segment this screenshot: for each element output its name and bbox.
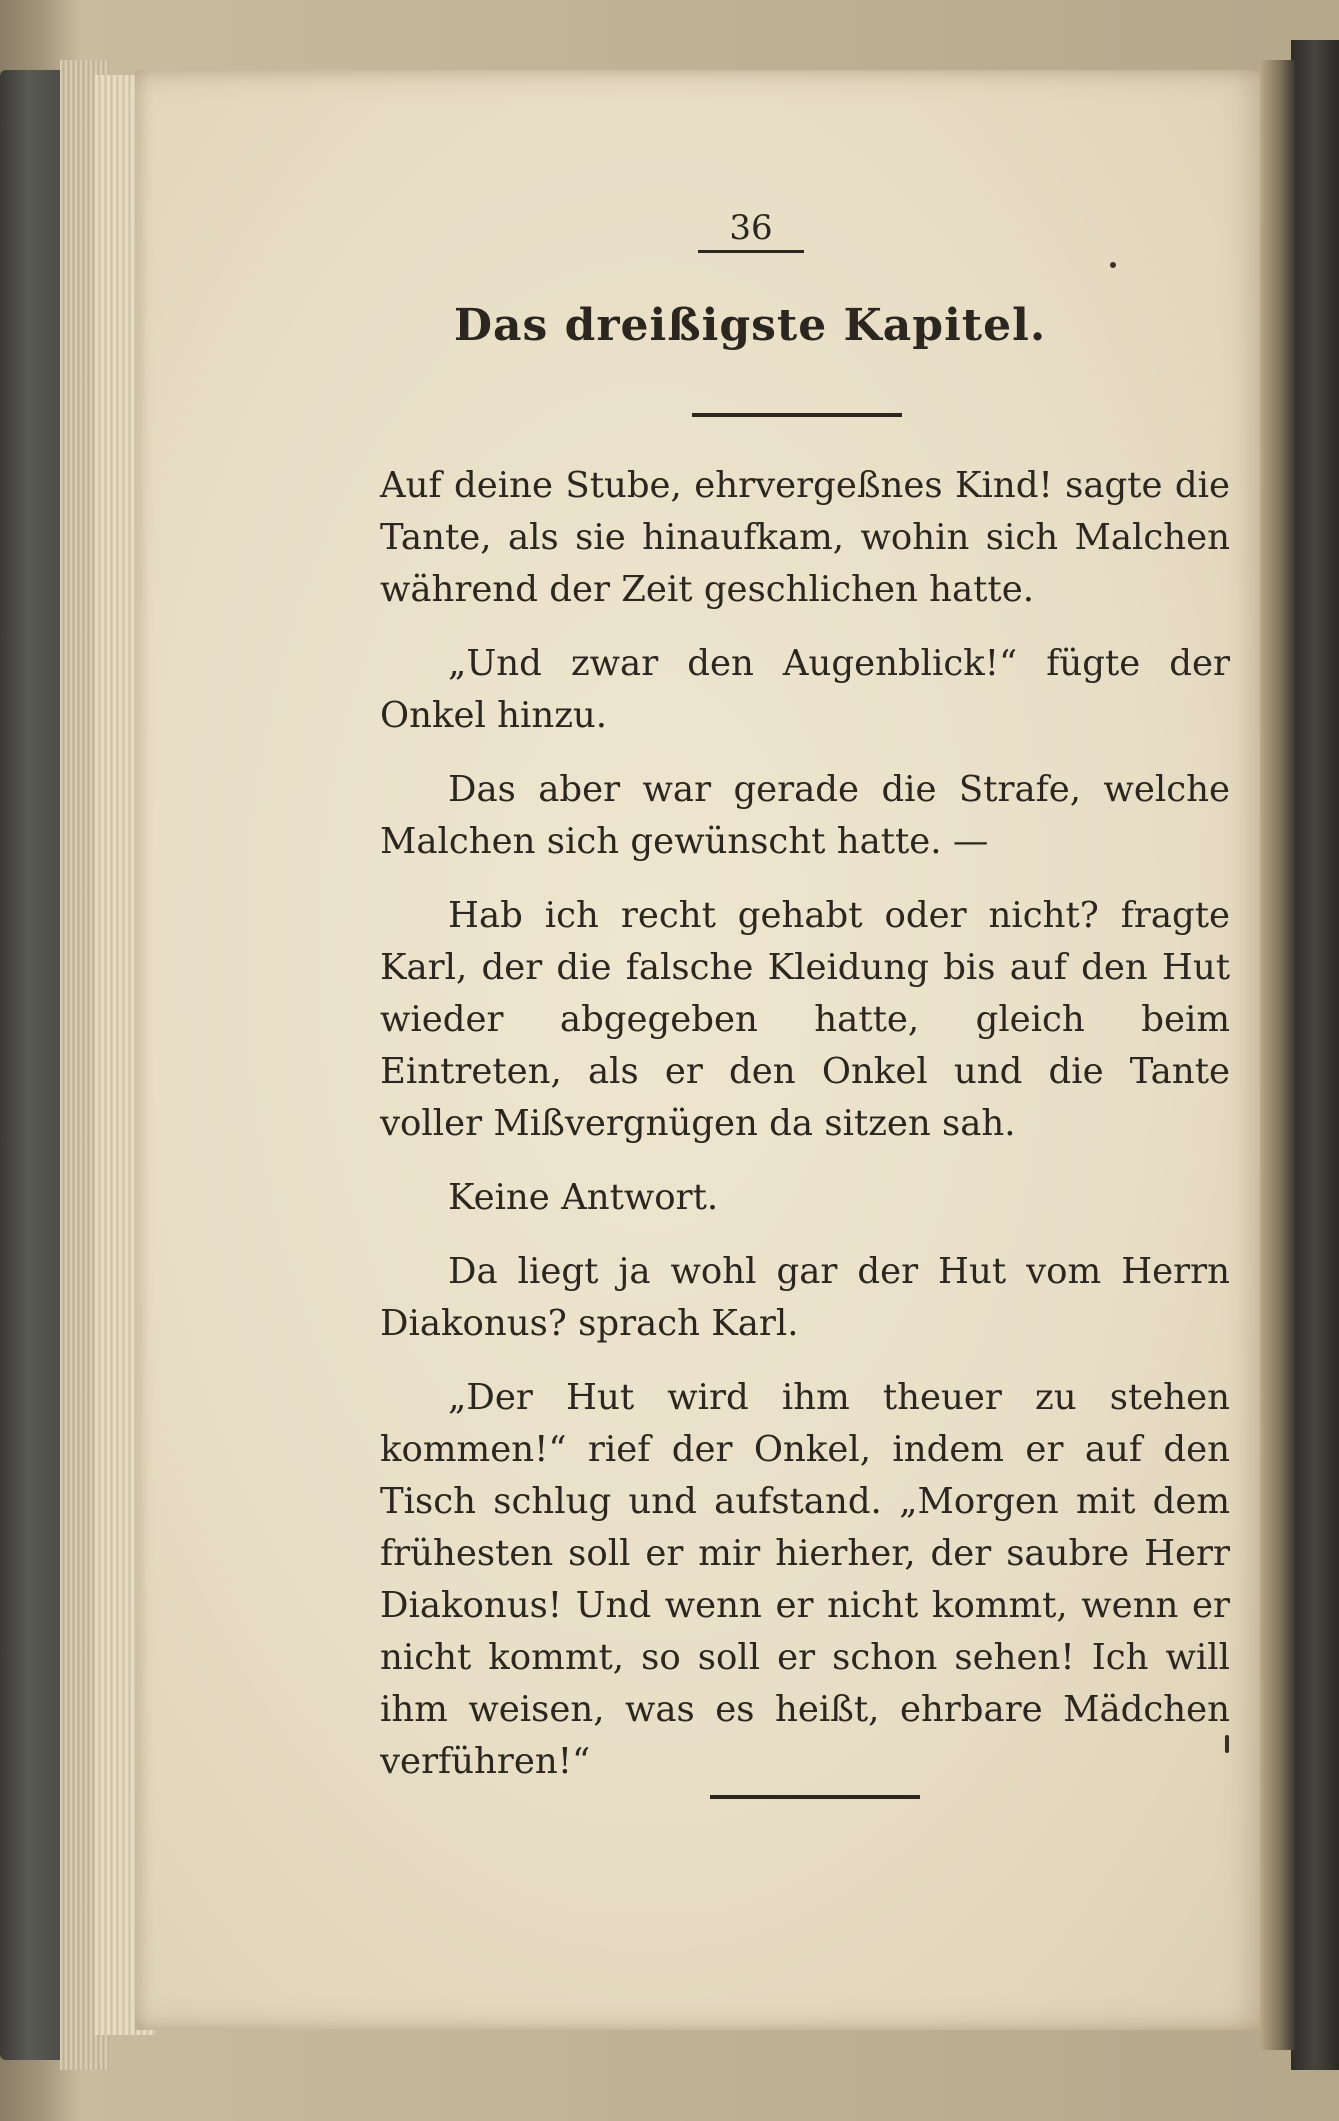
end-rule bbox=[710, 1795, 920, 1799]
paragraph-1: Auf deine Stube, ehrvergeßnes Kind! sagte die Tante, als sie hinaufkam, wohin sich Malchen während der Zeit geschlichen hatte. bbox=[380, 465, 1230, 610]
book-cover-right bbox=[1291, 40, 1339, 2070]
paragraph-4: Hab ich recht gehabt oder nicht? fragte Karl, der die falsche Kleidung bis auf den Hut wieder abgegeben hatte, gleich beim Eintreten, als er den Onkel und die Tante voller Mißvergnügen da sitzen sah. bbox=[380, 895, 1230, 1144]
ink-speck bbox=[1225, 1735, 1229, 1753]
paragraph-6: Da liegt ja wohl gar der Hut vom Herrn Diakonus? sprach Karl. bbox=[380, 1251, 1230, 1344]
paragraph-2: „Und zwar den Augenblick!“ fügte der Onkel hinzu. bbox=[380, 643, 1230, 736]
page-number-underline bbox=[698, 250, 804, 253]
chapter-title: Das dreißigste Kapitel. bbox=[453, 300, 1047, 351]
paragraph-7: „Der Hut wird ihm theuer zu stehen kommen!“ rief der Onkel, indem er auf den Tisch schlug und aufstand. „Morgen mit dem frühesten soll er mir hierher, der saubre Herr Diakonus! Und wenn er nicht kommt, wenn er nicht kommt, so soll er schon sehen! Ich will ihm weisen, was es heißt, ehrbare Mädchen verführen!“ bbox=[380, 1377, 1230, 1782]
ink-speck bbox=[1110, 262, 1116, 268]
page-number: 36 bbox=[729, 208, 773, 248]
page-gutter bbox=[1260, 60, 1295, 2050]
paragraph-3: Das aber war gerade die Strafe, welche Malchen sich gewünscht hatte. — bbox=[380, 769, 1230, 862]
paragraph-5: Keine Antwort. bbox=[448, 1177, 719, 1218]
page-body bbox=[380, 460, 1230, 1810]
title-rule bbox=[692, 413, 902, 417]
